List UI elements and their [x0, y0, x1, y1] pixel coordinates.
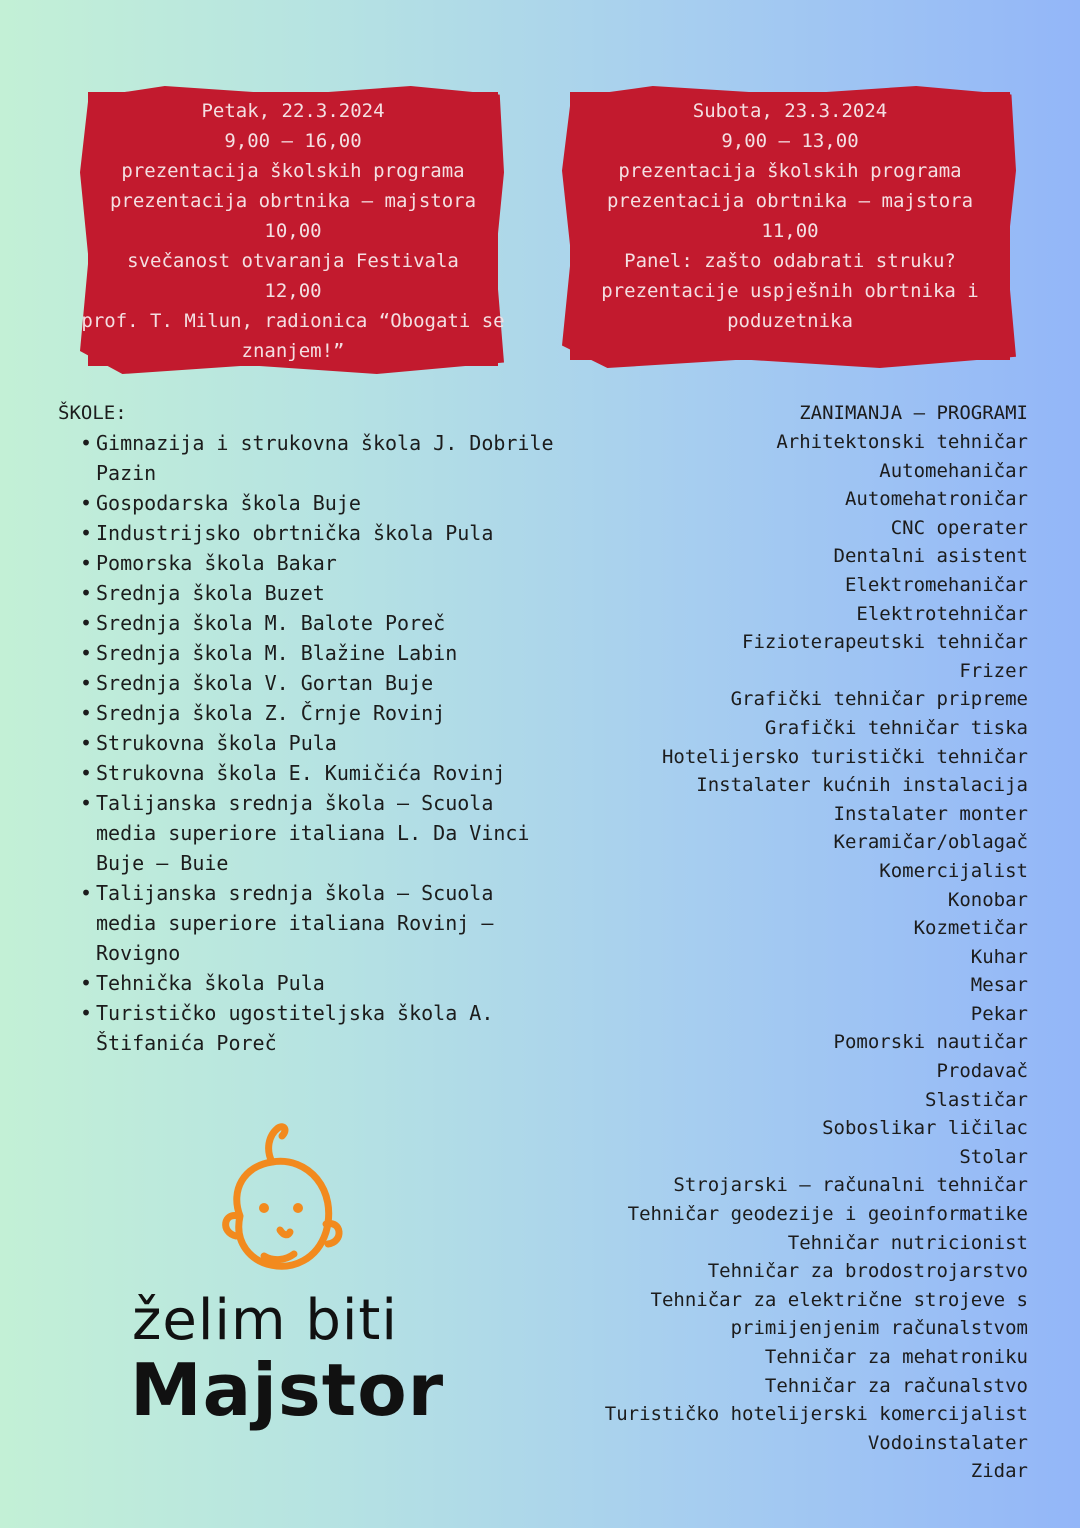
program-item: Instalater kućnih instalacija	[696, 774, 1028, 797]
program-item: Zidar	[970, 1460, 1028, 1483]
schools-section	[58, 398, 558, 1058]
school-item: • Turističko ugostiteljska škola A. Štifanića Poreč	[58, 998, 558, 1058]
programs-heading: ZANIMANJA – PROGRAMI	[799, 402, 1028, 424]
school-item: • Srednja škola Buzet	[58, 578, 558, 608]
program-item: Automehatroničar	[844, 488, 1028, 511]
school-item: • Gimnazija i strukovna škola J. Dobrile Pazin	[58, 428, 558, 488]
program-item: Elektromehaničar	[844, 573, 1028, 596]
friday-time: 12,00	[264, 280, 322, 302]
friday-time: 10,00	[264, 220, 322, 242]
saturday-time: 11,00	[761, 220, 819, 242]
program-item: Tehničar nutricionist	[787, 1231, 1028, 1254]
school-item: • Pomorska škola Bakar	[58, 548, 558, 578]
program-item: Prodavač	[936, 1060, 1028, 1083]
program-item: Konobar	[947, 888, 1028, 911]
school-item: • Srednja škola Z. Črnje Rovinj	[58, 698, 558, 728]
program-item: Elektrotehničar	[856, 602, 1028, 625]
friday-item: prezentacija obrtnika – majstora	[109, 190, 477, 212]
programs-section	[568, 398, 1028, 1486]
school-item: • Strukovna škola Pula	[58, 728, 558, 758]
program-item: Tehničar za električne strojeve s primijenjenim računalstvom	[650, 1288, 1028, 1340]
school-item: • Industrijsko obrtnička škola Pula	[58, 518, 558, 548]
saturday-date: Subota, 23.3.2024	[692, 100, 888, 122]
school-item: • Talijanska srednja škola – Scuola media superiore italiana Rovinj – Rovigno	[58, 878, 558, 968]
program-item: Fizioterapeutski tehničar	[742, 631, 1028, 654]
saturday-item: poduzetnika	[727, 310, 853, 332]
friday-item: prof. T. Milun, radionica “Obogati se	[81, 310, 505, 332]
saturday-schedule-card	[570, 92, 1010, 360]
program-item: Kozmetičar	[913, 917, 1028, 940]
schools-heading: ŠKOLE:	[58, 402, 127, 424]
school-item: • Srednja škola V. Gortan Buje	[58, 668, 558, 698]
zelim-biti-majstor-logo	[128, 1120, 445, 1432]
saturday-item: prezentacije uspješnih obrtnika i	[601, 280, 979, 302]
program-item: Arhitektonski tehničar	[776, 431, 1028, 453]
program-item: Vodoinstalater	[867, 1431, 1028, 1454]
program-item: Hotelijersko turistički tehničar	[661, 745, 1028, 768]
school-item: • Gospodarska škola Buje	[58, 488, 558, 518]
program-item: Komercijalist	[879, 859, 1028, 882]
school-item: • Talijanska srednja škola – Scuola media superiore italiana L. Da Vinci Buje – Buie	[58, 788, 558, 878]
logo-line-majstor: Majstor	[130, 1348, 445, 1432]
program-item: Strojarski – računalni tehničar	[673, 1174, 1028, 1197]
program-item: Mesar	[970, 974, 1028, 997]
school-item: • Srednja škola M. Blažine Labin	[58, 638, 558, 668]
friday-item: svečanost otvaranja Festivala	[127, 250, 459, 272]
friday-date: Petak, 22.3.2024	[201, 100, 385, 122]
logo-line-zelim-biti: želim biti	[132, 1288, 398, 1353]
saturday-item: prezentacija obrtnika – majstora	[606, 190, 974, 212]
program-item: Stolar	[959, 1145, 1028, 1168]
program-item: Kuhar	[970, 945, 1028, 968]
saturday-item: Panel: zašto odabrati struku?	[624, 250, 956, 272]
child-face-icon	[198, 1120, 348, 1290]
program-item: Tehničar za mehatroniku	[764, 1346, 1028, 1368]
program-item: Turističko hotelijerski komercijalist	[604, 1403, 1028, 1426]
saturday-hours: 9,00 – 13,00	[721, 130, 859, 152]
program-item: Dentalni asistent	[833, 545, 1028, 568]
program-item: Tehničar geodezije i geoinformatike	[627, 1203, 1028, 1226]
program-item: CNC operater	[890, 516, 1028, 539]
program-item: Automehaničar	[879, 459, 1028, 482]
school-item: • Tehnička škola Pula	[58, 968, 558, 998]
program-item: Pekar	[970, 1002, 1028, 1025]
program-item: Soboslikar ličilac	[822, 1117, 1028, 1140]
friday-item: znanjem!”	[241, 340, 345, 362]
programs-list	[568, 428, 1028, 1486]
friday-schedule-card	[81, 92, 505, 366]
program-item: Slastičar	[925, 1088, 1028, 1111]
saturday-item: prezentacija školskih programa	[618, 160, 962, 182]
program-item: Keramičar/oblagač	[833, 831, 1028, 854]
program-item: Frizer	[959, 659, 1028, 682]
school-item: • Srednja škola M. Balote Poreč	[58, 608, 558, 638]
program-item: Tehničar za računalstvo	[764, 1374, 1028, 1397]
program-item: Grafički tehničar tiska	[764, 716, 1028, 739]
friday-item: prezentacija školskih programa	[121, 160, 465, 182]
school-item: • Strukovna škola E. Kumičića Rovinj	[58, 758, 558, 788]
friday-hours: 9,00 – 16,00	[224, 130, 362, 152]
program-item: Pomorski nautičar	[833, 1031, 1028, 1054]
program-item: Grafički tehničar pripreme	[730, 688, 1028, 711]
program-item: Tehničar za brodostrojarstvo	[707, 1260, 1028, 1283]
program-item: Instalater monter	[833, 802, 1028, 825]
schools-list	[58, 428, 558, 1058]
